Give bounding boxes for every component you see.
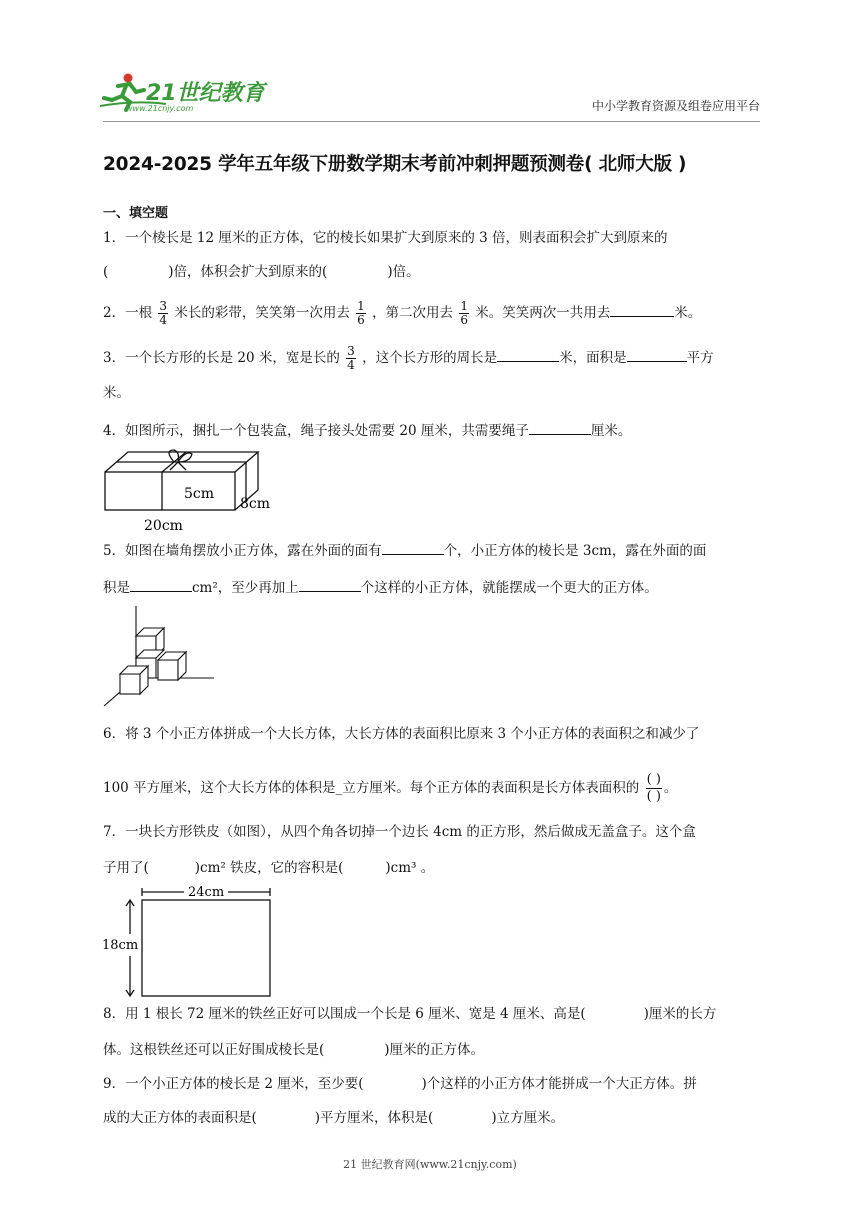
figure-label-width: 8cm [240,496,271,512]
question-9-line-2: 成的大正方体的表面积是( )平方厘米，体积是( )立方厘米。 [103,1110,565,1126]
question-2: 2．一根 $\frac{3}{4}$ 米长的彩带，笑笑第一次用去 $\frac{1}{6}$ ，第二次用去 $\frac{1}{6}$ 米。笑笑两次一共用去 米。 [103,299,702,327]
gift-box-figure [100,448,280,536]
platform-name: 中小学教育资源及组卷应用平台 [591,99,760,113]
corner-cubes-figure [100,606,220,710]
question-5-line-1: 5．如图在墙角摆放小正方体，露在外面的面有 个，小正方体的棱长是 3cm，露在外面的面 [103,540,706,561]
answer-blank[interactable] [610,302,674,317]
question-7-line-1: 7．一块长方形铁皮（如图），从四个角各切掉一个边长 4cm 的正方形，然后做成无盖盒子。这个盒 [103,824,696,840]
figure-label-length: 20cm [144,518,183,534]
question-4: 4．如图所示，捆扎一个包装盒，绳子接头处需要 20 厘米，共需要绳子 厘米。 [103,420,631,441]
question-6-line-1: 6．将 3 个小正方体拼成一个大长方体，大长方体的表面积比原来 3 个小正方体的表面积之和减少了 [103,726,700,742]
header-divider [103,121,760,122]
question-9-line-1: 9．一个小正方体的棱长是 2 厘米，至少要( )个这样的小正方体才能拼成一个大正方体。拼 [103,1076,697,1092]
answer-blank[interactable] [627,347,687,362]
question-5-line-2: 积是 cm²，至少再加上 个这样的小正方体，就能摆成一个更大的正方体。 [103,577,658,598]
question-7-line-2: 子用了( )cm² 铁皮，它的容积是( )cm³ 。 [103,860,435,876]
question-6-line-2: 100 平方厘米，这个大长方体的体积是_立方厘米。每个正方体的表面积是长方体表面积的 $\frac{( )}{( )}$ 。 [103,772,678,804]
fraction: $\frac{( )}{( )}$ [646,772,661,804]
fraction: $\frac{1}{6}$ [460,299,468,327]
section-heading: 一、填空题 [103,206,169,221]
answer-blank[interactable] [529,420,591,435]
page-footer: 21 世纪教育网(www.21cnjy.com) [343,1158,517,1171]
question-1-line-2: ( )倍，体积会扩大到原来的( )倍。 [103,264,420,280]
figure-label-width: 24cm [188,885,225,900]
question-8-line-1: 8．用 1 根长 72 厘米的铁丝正好可以围成一个长是 6 厘米、宽是 4 厘米、高是( )厘米的长方 [103,1006,717,1022]
figure-label-height: 5cm [184,486,215,502]
question-1-line-1: 1．一个棱长是 12 厘米的正方体，它的棱长如果扩大到原来的 3 倍，则表面积会扩大到原来的 [103,230,668,246]
answer-blank[interactable] [382,540,444,555]
page-title: 2024-2025 学年五年级下册数学期末考前冲刺押题预测卷( 北师大版 ) [103,154,687,175]
answer-blank[interactable] [299,577,361,592]
figure-label-height: 18cm [102,938,139,953]
fraction: $\frac{3}{4}$ [159,299,168,327]
iron-sheet-figure [100,884,280,1000]
answer-blank[interactable] [130,577,192,592]
logo-text: 21世纪教育 [146,81,265,106]
question-8-line-2: 体。这根铁丝还可以正好围成棱长是( )厘米的正方体。 [103,1042,485,1058]
logo-url: www.21cnjy.com [126,104,194,113]
question-3-line-1: 3．一个长方形的长是 20 米，宽是长的 $\frac{3}{4}$ ，这个长方形的周长是 米，面积是 平方 [103,344,714,372]
fraction: $\frac{3}{4}$ [347,344,355,372]
site-logo [96,70,266,118]
question-3-line-2: 米。 [103,385,130,401]
answer-blank[interactable] [497,347,559,362]
fraction: $\frac{1}{6}$ [357,299,365,327]
